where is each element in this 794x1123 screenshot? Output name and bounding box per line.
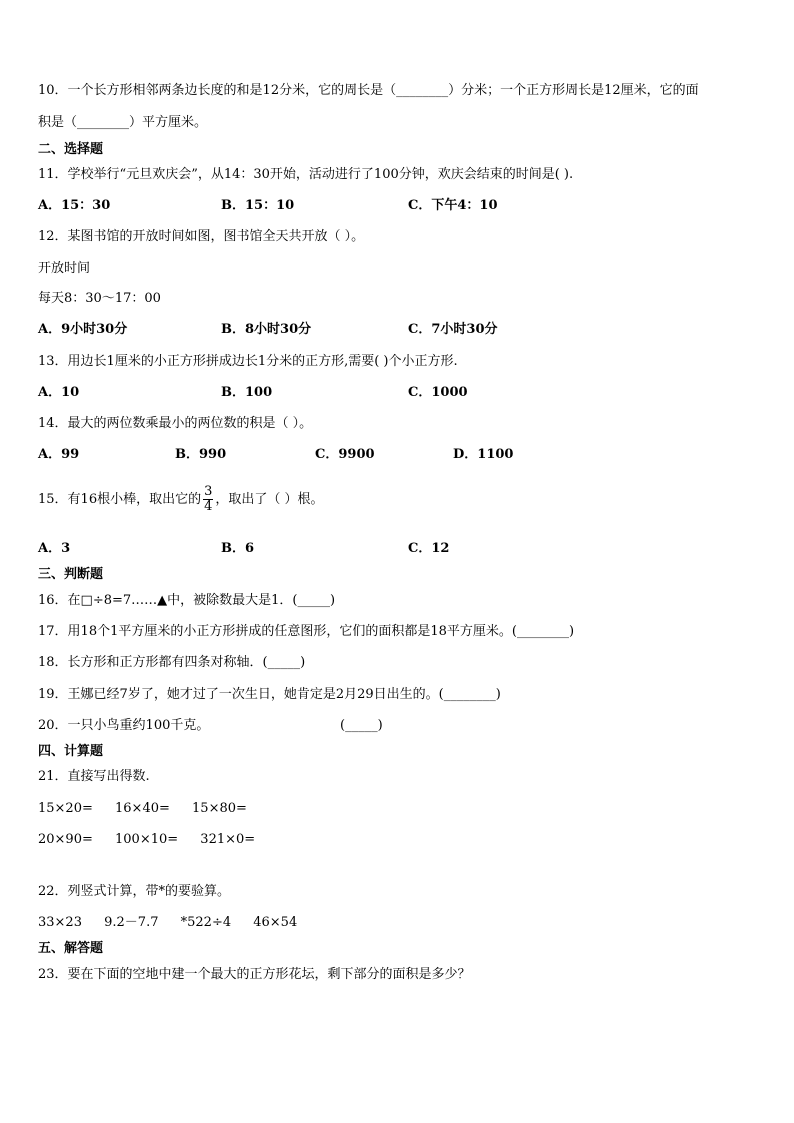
q18: 18．长方形和正方形都有四条对称轴．(_____) [38,655,306,670]
q20-text: 20．一只小鸟重约100千克。 [38,718,210,733]
q14-option-d[interactable]: D．1100 [453,447,514,462]
q10-line2: 积是（________）平方厘米。 [38,115,208,130]
q12-option-b[interactable]: B．8小时30分 [221,322,312,337]
q14-option-b[interactable]: B．990 [175,447,227,462]
q22-item: 33×23 [38,915,82,930]
q15-fraction [203,485,213,514]
section-heading-judgment: 三、判断题 [38,567,104,582]
q11-stem: 11．学校举行“元旦欢庆会”，从14：30开始，活动进行了100分钟，欢庆会结束的时间是( ). [38,167,574,182]
q21-row1 [38,800,265,818]
q20-blank[interactable]: (_____) [340,718,383,733]
section-heading-choice: 二、选择题 [38,142,104,157]
q22-item: 46×54 [253,915,298,930]
section-heading-calculation: 四、计算题 [38,744,104,759]
q21-item: 15×20= [38,801,93,816]
q21-stem: 21．直接写出得数. [38,769,150,784]
q14-option-c[interactable]: C．9900 [315,447,375,462]
q12-option-a[interactable]: A．9小时30分 [38,322,128,337]
q10-line1: 10．一个长方形相邻两条边长度的和是12分米，它的周长是（________）分米；一个正方形周长是12厘米，它的面 [38,83,699,98]
q21-row2 [38,831,273,849]
q21-item: 16×40= [115,801,170,816]
section-heading-solution: 五、解答题 [38,941,104,956]
q13-stem: 13．用边长1厘米的小正方形拼成边长1分米的正方形,需要( )个小正方形. [38,354,458,369]
q11-option-c[interactable]: C．下午4：10 [408,198,498,213]
q15-stem [38,484,324,516]
q14-option-a[interactable]: A．99 [38,447,80,462]
q17: 17．用18个1平方厘米的小正方形拼成的任意图形，它们的面积都是18平方厘米。(________) [38,624,575,639]
q12-stem: 12．某图书馆的开放时间如图，图书馆全天共开放（ ）。 [38,229,365,244]
q15-fraction-denominator: 4 [204,499,213,514]
q12-sign-hours: 每天8：30～17：00 [38,291,161,306]
q22-item: 9.2－7.7 [104,915,159,930]
q21-item: 321×0= [200,832,256,847]
q22-stem: 22．列竖式计算，带*的要验算。 [38,884,231,899]
q21-item: 15×80= [192,801,247,816]
q12-sign-title: 开放时间 [38,261,91,276]
q11-option-a[interactable]: A．15：30 [38,198,111,213]
q20 [38,717,383,735]
q21-item: 100×10= [115,832,179,847]
q15-option-b[interactable]: B．6 [221,541,255,556]
q22-item: *522÷4 [180,915,232,930]
q11-option-b[interactable]: B．15：10 [221,198,295,213]
q13-option-a[interactable]: A．10 [38,385,80,400]
q21-item: 20×90= [38,832,93,847]
q14-stem: 14．最大的两位数乘最小的两位数的积是（ ）。 [38,416,313,431]
q13-option-c[interactable]: C．1000 [408,385,468,400]
q15-stem-before: 15．有16根小棒，取出它的 [38,492,202,507]
q22-items [38,914,315,932]
q16: 16．在□÷8=7……▲中，被除数最大是1．(_____) [38,593,336,608]
q13-option-b[interactable]: B．100 [221,385,273,400]
q12-option-c[interactable]: C．7小时30分 [408,322,498,337]
q23: 23．要在下面的空地中建一个最大的正方形花坛，剩下部分的面积是多少？ [38,967,471,982]
q15-option-a[interactable]: A．3 [38,541,71,556]
q15-stem-after: ，取出了（ ）根。 [215,492,324,507]
q19: 19．王娜已经7岁了，她才过了一次生日，她肯定是2月29日出生的。(________) [38,687,501,702]
q15-option-c[interactable]: C．12 [408,541,450,556]
q15-fraction-numerator: 3 [204,484,213,499]
